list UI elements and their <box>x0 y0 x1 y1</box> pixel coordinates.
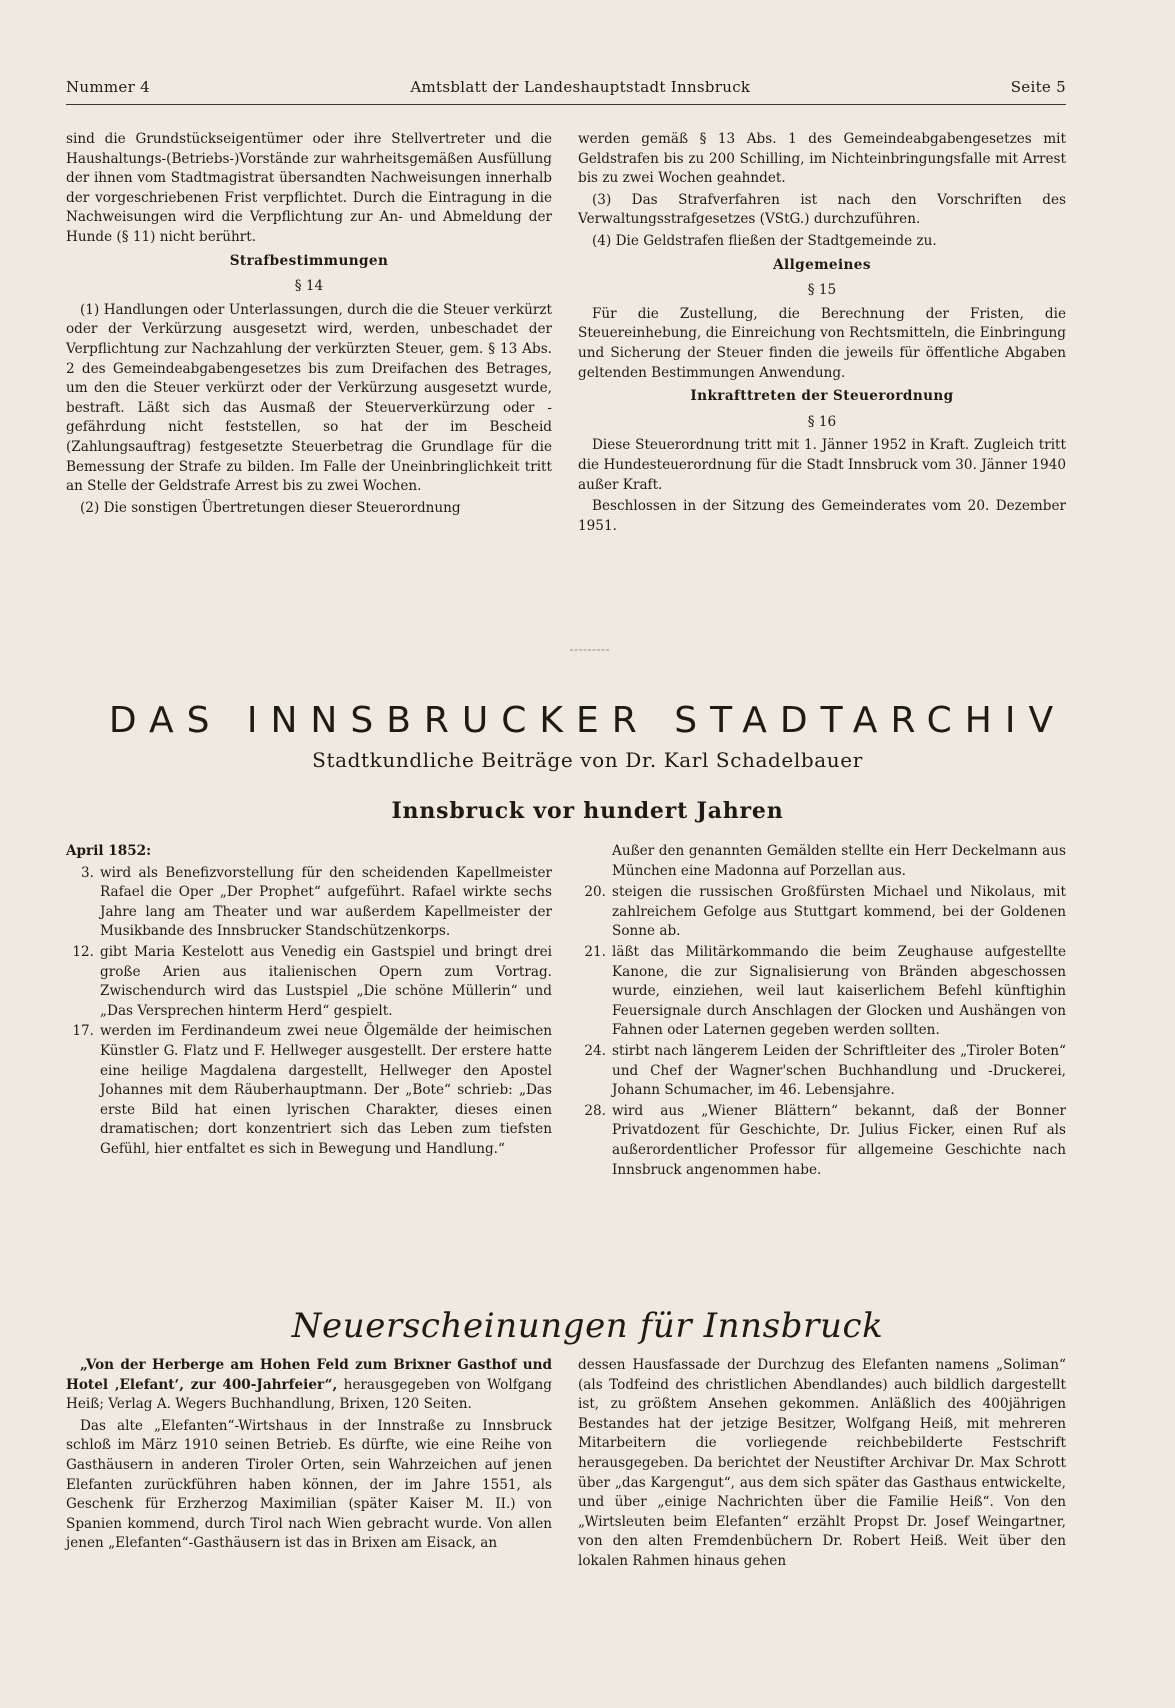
entry-day: 17. <box>72 1023 94 1040</box>
paragraph: (4) Die Geldstrafen fließen der Stadtgemeinde zu. <box>592 232 937 249</box>
chronicle-entry <box>66 1022 552 1159</box>
entry-text: werden im Ferdinandeum zwei neue Ölgemälde der heimischen Künstler G. Flatz und F. Hellweger ausgestellt. Der erstere hatte eine heilige Magdalena dargestellt, Hellweger den Apostel Johannes mit dem Räuberhauptmann. Der „Bote“ schrieb: „Das erste Bild hat einen lyrischen Charakter, dieses einen dramatischen; dort konzentriert sich das Leben zum tiefsten Gefühl, hier entfaltet es sich in Bewegung und Handlung.“ <box>100 1023 552 1157</box>
paragraph: Beschlossen in der Sitzung des Gemeinderates vom 20. Dezember 1951. <box>578 498 1066 534</box>
chronicle-entry <box>578 1102 1066 1180</box>
archive-subtitle: Stadtkundliche Beiträge von Dr. Karl Schadelbauer <box>312 748 863 772</box>
entry-day: 12. <box>72 943 94 960</box>
archive-left-column <box>66 842 552 1161</box>
entry-text: gibt Maria Kestelott aus Venedig ein Gastspiel und bringt drei große Arien aus italienischen Opern zum Vortrag. Zwischendurch wird das Lustspiel „Die schöne Müllerin“ und „Das Versprechen hinterm Herd“ gespielt. <box>100 943 552 1019</box>
entry-day: 28. <box>584 1102 606 1119</box>
section-number: § 14 <box>294 278 324 295</box>
section-heading: Inkrafttreten der Steuerordnung <box>690 388 954 405</box>
entry-day: 3. <box>81 864 94 881</box>
top-right-column <box>578 130 1066 538</box>
chronicle-entry <box>578 1042 1066 1101</box>
chronicle-entry <box>66 943 552 1021</box>
entry-day: 24. <box>584 1042 606 1059</box>
running-header <box>66 78 1066 96</box>
paragraph: Außer den genannten Gemälden stellte ein Herr Deckelmann aus München eine Madonna auf Porzellan aus. <box>612 843 1066 879</box>
entry-text: wird als Benefizvorstellung für den scheidenden Kapellmeister Rafael die Oper „Der Prophet“ aufgeführt. Rafael wirkte sechs Jahre lang am Theater und war außerdem Kapellmeister der Musikbande des Innsbrucker Standschützenkorps. <box>100 864 552 940</box>
publications-right-column <box>578 1356 1066 1574</box>
entry-text: steigen die russischen Großfürsten Michael und Nikolaus, mit zahlreichem Gefolge aus Stuttgart kommend, bei der Goldenen Sonne ab. <box>612 884 1066 940</box>
paragraph: werden gemäß § 13 Abs. 1 des Gemeindeabgabengesetzes mit Geldstrafen bis zu 200 Schilling, im Nichteinbringungsfalle mit Arrest bis zu zwei Wochen geahndet. <box>578 131 1066 187</box>
paragraph: (1) Handlungen oder Unterlassungen, durch die die Steuer verkürzt oder der Verkürzung ausgesetzt wird, werden, unbeschadet der Verpflichtung zur Nachzahlung der verkürzten Steuer, gem. § 13 Abs. 2 des Gemeindeabgabengesetzes bis zum Dreifachen des Betrages, um den die Steuer verkürzt oder der Verkürzung ausgesetzt wurde, bestraft. Läßt sich das Ausmaß der Steuerverkürzung oder -gefährdung nicht feststellen, so hat der im Bescheid (Zahlungsauftrag) festgesetzte Steuerbetrag die Grundlage für die Bemessung der Strafe zu bilden. Im Falle der Uneinbringlichkeit tritt an Stelle der Geldstrafe Arrest bis zu zwei Wochen. <box>66 301 552 495</box>
chronicle-entry <box>66 864 552 942</box>
paragraph: Diese Steuerordnung tritt mit 1. Jänner 1952 in Kraft. Zugleich tritt die Hundesteuerordnung für die Stadt Innsbruck vom 30. Jänner 1940 außer Kraft. <box>578 437 1066 493</box>
paragraph: Für die Zustellung, die Berechnung der Fristen, die Steuereinhebung, die Einreichung von Rechtsmitteln, die Einbringung und Sicherung der Steuer finden die jeweils für öffentliche Abgaben geltenden Bestimmungen Anwendung. <box>578 305 1066 381</box>
chronicle-entry <box>578 943 1066 1041</box>
section-heading: Strafbestimmungen <box>229 252 389 269</box>
top-left-column <box>66 130 552 520</box>
entry-text: stirbt nach längerem Leiden der Schriftleiter des „Tiroler Boten“ und Chef der Wagner'schen Buchhandlung und -Druckerei, Johann Schumacher, im 46. Lebensjahre. <box>612 1042 1066 1099</box>
entry-text: wird aus „Wiener Blättern“ bekannt, daß der Bonner Privatdozent für Geschichte, Dr. Julius Ficker, einen Ruf als außerordentlicher Professor für allgemeine Geschichte nach Innsbruck angenommen habe. <box>612 1102 1066 1178</box>
entry-text: läßt das Militärkommando die beim Zeughause aufgestellte Kanone, die zur Signalisierung von Bränden abgeschossen wurde, einziehen, weil laut kaiserlichem Befehl künftighin Feuersignale durch Anschlagen der Glocken und Aushängen von Fahnen oder Laternen gegeben werden sollten. <box>612 943 1066 1039</box>
article-title: Innsbruck vor hundert Jahren <box>391 798 784 824</box>
chronicle-entry <box>578 883 1066 942</box>
book-details: herausgegeben von Wolfgang Heiß; Verlag A. Wegers Buchhandlung, Brixen, 120 Seiten. <box>66 1376 552 1413</box>
book-title: „Von der Herberge am Hohen Feld zum Brixner Gasthof und Hotel ‚Elefant‘, zur 400-Jahrfeier“, <box>66 1357 552 1393</box>
archive-right-column <box>578 842 1066 1181</box>
publications-left-column <box>66 1356 552 1556</box>
month-heading: April 1852: <box>66 843 152 859</box>
header-rule <box>66 104 1066 105</box>
entry-day: 21. <box>584 943 606 960</box>
new-publications-title: Neuerscheinungen für Innsbruck <box>291 1306 884 1346</box>
section-number: § 16 <box>807 413 837 430</box>
section-heading: Allgemeines <box>773 256 871 273</box>
page-number: Seite 5 <box>1010 78 1066 96</box>
paragraph: Das alte „Elefanten“-Wirtshaus in der Innstraße zu Innsbruck schloß im März 1910 seinen Betrieb. Es dürfte, wie eine Reihe von Gasthäusern in anderen Tiroler Orten, sein Wahrzeichen auf jenen Elefanten zurückführen haben können, der im Jahre 1551, als Geschenk für Erzherzog Maximilian (später Kaiser M. II.) von Spanien kommend, durch Tirol nach Wien gebracht wurde. Von allen jenen „Elefanten“-Gasthäusern ist das in Brixen am Eisack, an <box>66 1417 552 1552</box>
paragraph: (2) Die sonstigen Übertretungen dieser Steuerordnung <box>80 499 461 516</box>
entry-day: 20. <box>584 884 606 901</box>
paragraph: sind die Grundstückseigentümer oder ihre Stellvertreter und die Haushaltungs-(Betriebs-)Vorstände zur wahrheitsgemäßen Ausfüllung der ihnen vom Stadtmagistrat übersandten Nachweisungen innerhalb der vorgeschriebenen Frist verpflichtet. Durch die Eintragung in die Nachweisungen wird die Verpflichtung zur An- und Abmeldung der Hunde (§ 11) nicht berührt. <box>66 131 552 245</box>
section-number: § 15 <box>807 282 837 299</box>
issue-number: Nummer 4 <box>66 78 150 96</box>
archive-banner: DAS INNSBRUCKER STADTARCHIV <box>108 700 1067 741</box>
paragraph: dessen Hausfassade der Durchzug des Elefanten namens „Soliman“ (als Todfeind des christlichen Abendlandes) auch bildlich dargestellt ist, zu größtem Ansehen gekommen. Anläßlich des 400jährigen Bestandes hat der jetzige Besitzer, Wolfgang Heiß, mit mehreren Mitarbeitern die vorliegende reichbebilderte Festschrift herausgegeben. Da berichtet der Neustifter Archivar Dr. Max Schrott über „das Kargengut“, aus dem sich später das Gasthaus entwickelte, und über „einige Nachrichten über die Familie Heiß“. Von den „Wirtsleuten beim Elefanten“ erzählt Propst Dr. Josef Weingartner, von den alten Fremdenbüchern Dr. Robert Heiß. Weit über den lokalen Rahmen hinaus gehen <box>578 1357 1066 1569</box>
paragraph: (3) Das Strafverfahren ist nach den Vorschriften des Verwaltungsstrafgesetzes (VStG.) durchzuführen. <box>578 191 1066 228</box>
publication-title: Amtsblatt der Landeshauptstadt Innsbruck <box>410 78 751 96</box>
separator-ornament <box>550 649 630 651</box>
